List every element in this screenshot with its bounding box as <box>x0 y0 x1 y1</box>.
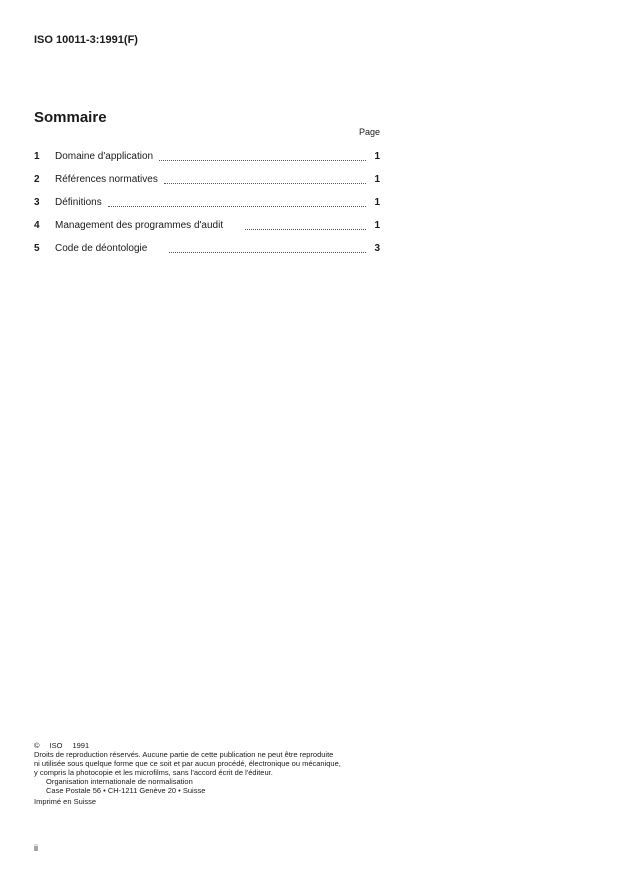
printed-in: Imprimé en Suisse <box>34 797 97 806</box>
copyright-year: 1991 <box>72 741 90 750</box>
toc-entry-5[interactable] <box>34 237 380 260</box>
toc-entry-number: 3 <box>34 197 40 208</box>
toc-page-column-label: Page <box>358 127 380 137</box>
toc-entry-title: Management des programmes d'audit <box>55 220 224 231</box>
rights-text-line-2: ni utilisée sous quelque forme que ce soit et par aucun procédé, électronique ou mécanique, <box>34 759 341 768</box>
toc-entry-title: Domaine d'application <box>55 151 154 162</box>
toc-leader-dots <box>245 228 366 230</box>
toc-entry-title: Définitions <box>55 197 102 208</box>
organization-name: Organisation internationale de normalisation <box>46 777 193 786</box>
toc-entry-3[interactable] <box>34 191 380 214</box>
toc-entry-page: 1 <box>374 151 380 162</box>
organization-address: Case Postale 56 • CH-1211 Genève 20 • Suisse <box>46 786 206 795</box>
toc-entry-1[interactable] <box>34 145 380 168</box>
toc-entry-page: 1 <box>374 174 380 185</box>
toc-entry-4[interactable] <box>34 214 380 237</box>
table-of-contents <box>34 145 380 260</box>
toc-leader-dots <box>164 182 366 184</box>
copyright-symbol: © <box>34 741 40 750</box>
toc-entry-number: 1 <box>34 151 40 162</box>
toc-leader-dots <box>108 205 366 207</box>
rights-text-line-3: y compris la photocopie et les microfilms, sans l'accord écrit de l'éditeur. <box>34 768 273 777</box>
toc-entry-number: 5 <box>34 243 40 254</box>
toc-title: Sommaire <box>34 109 107 126</box>
copyright-line <box>34 741 384 750</box>
toc-entry-number: 4 <box>34 220 40 231</box>
toc-entry-page: 1 <box>374 197 380 208</box>
document-id: ISO 10011-3:1991(F) <box>34 34 138 46</box>
toc-entry-title: Code de déontologie <box>55 243 148 254</box>
toc-leader-dots <box>169 251 366 253</box>
toc-leader-dots <box>159 159 366 161</box>
toc-entry-2[interactable] <box>34 168 380 191</box>
toc-entry-page: 3 <box>374 243 380 254</box>
toc-entry-title: Références normatives <box>55 174 158 185</box>
copyright-owner: ISO <box>49 741 63 750</box>
toc-entry-page: 1 <box>374 220 380 231</box>
copyright-notice <box>34 741 384 806</box>
toc-entry-number: 2 <box>34 174 40 185</box>
rights-text-line-1: Droits de reproduction réservés. Aucune partie de cette publication ne peut être reproduite <box>34 750 334 759</box>
page-number: ii <box>34 843 38 853</box>
